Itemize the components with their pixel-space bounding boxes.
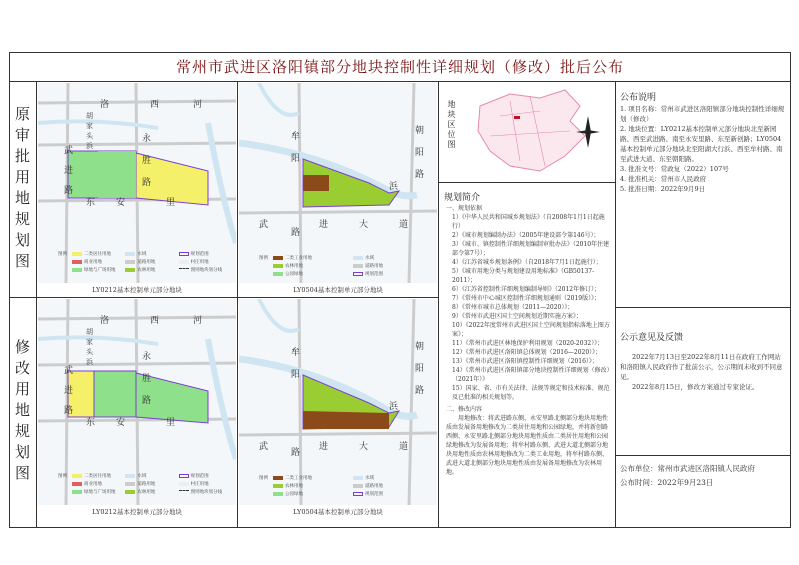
road-label: 阳 — [415, 364, 425, 374]
intro-heading: 一、规划依据 — [446, 205, 483, 212]
road-label: 进 — [64, 386, 74, 396]
location-label: 地块区位图 — [447, 100, 456, 150]
column-divider-right — [615, 82, 616, 528]
road-label: 河 — [193, 100, 203, 110]
road-label: 胡 — [86, 328, 93, 336]
road-label: 武 — [64, 146, 74, 156]
map-caption: LY0504基本控制单元部分地块 — [293, 508, 383, 516]
road-label: 进 — [319, 442, 329, 452]
opinion-title: 公示意见及反馈 — [620, 333, 684, 343]
road-label: 永 — [142, 352, 152, 362]
road-label: 进 — [64, 166, 74, 176]
legend: 图例 二类居住用地 水域 规划范围 商业用地 道路用地 村庄用地 绿地与广场用地 农林用地 图则地块划分线 — [58, 474, 223, 495]
legend: 图例 二类居住用地 水域 规划范围 商业用地 道路用地 村庄用地 绿地与广场用地 农林用地 图则地块划分线 — [58, 252, 223, 273]
road-label: 牟 — [291, 348, 301, 358]
map-caption: LY0504基本控制单元部分地块 — [293, 286, 383, 294]
road-label: 头 — [86, 132, 93, 140]
road-label: 路 — [142, 396, 152, 406]
road-label: 道 — [399, 442, 409, 452]
road-label: 东 — [86, 418, 96, 428]
intro-item: 1）《中华人民共和国城乡规划法》（自2008年1月1日起施行） — [452, 214, 605, 230]
row-label-original: 原审批用地规划图 — [9, 82, 37, 297]
road-label: 武 — [259, 220, 269, 230]
road-label: 里 — [166, 198, 176, 208]
road-label: 浜 — [389, 402, 399, 412]
publisher-block — [620, 462, 786, 490]
notice-title: 公布说明 — [620, 93, 657, 103]
intro-item: 3）《城市、镇控制性详细规划编制审批办法》（2010年住建部令第7号）； — [452, 241, 610, 257]
map-original-ly0504 — [239, 83, 437, 283]
row-label-revised: 修改用地规划图 — [9, 297, 37, 528]
notice-item: 2. 地块位置：LY0212基本控制单元部分地块北至新园路、西至武进路、南至永安里路、东至新创路；LY0504基本控制单元部分地块北至阳湖大行浜、西至牟村路、南至武进大道、东至朝阳路。 — [620, 125, 783, 163]
road-label: 洛 — [100, 316, 110, 326]
road-label: 浜 — [389, 182, 399, 192]
road-label: 河 — [193, 316, 203, 326]
location-divider — [438, 182, 615, 183]
intro-item: 15）国家、省、市有关法律、法规等规定和技术标准、规范及已批准的相关规划等。 — [452, 385, 610, 401]
road-label: 里 — [166, 418, 176, 428]
intro-title: 规划简介 — [444, 193, 481, 203]
road-label: 路 — [64, 186, 74, 196]
road-label: 朝 — [415, 342, 425, 352]
opinion-para: 2022年7月13日至2022年8月11日在政府工作网站和洛阳镇人民政府作了批前公示，公示期间未收到不同意见。 — [620, 353, 783, 381]
road-label: 路 — [415, 386, 425, 396]
publisher-date: 公布时间：2022年9月23日 — [620, 478, 714, 487]
road-label: 大 — [359, 220, 369, 230]
notice-item: 4. 批准机关：常州市人民政府 — [620, 175, 707, 183]
road-label: 西 — [150, 316, 160, 326]
road-label: 阳 — [291, 154, 301, 164]
column-divider-middle — [438, 82, 439, 528]
road-label: 路 — [291, 448, 301, 458]
road-label: 家 — [86, 338, 93, 346]
road-label: 家 — [86, 122, 93, 130]
intro-item: 4）《江苏省城乡规划条例》（自2018年7月1日起施行）； — [452, 259, 602, 266]
notice-body — [620, 104, 786, 194]
opinion-body — [620, 352, 786, 392]
road-label: 朝 — [415, 126, 425, 136]
road-label: 胡 — [86, 112, 93, 120]
publisher-unit: 公布单位：常州市武进区洛阳镇人民政府 — [620, 464, 755, 473]
map-original-ly0212 — [38, 83, 236, 283]
page-title: 常州市武进区洛阳镇部分地块控制性详细规划（修改）批后公布 — [9, 52, 791, 82]
intro-item: 14）《常州市武进区洛阳镇部分地块控制性详细规划（修改）（2021年）》 — [452, 367, 610, 383]
intro-item: 6）《江苏省控制性详细规划编制导则》（2012年修订）； — [452, 286, 601, 293]
notice-divider-2 — [615, 455, 791, 456]
intro-item: 8）《常州市城市总体规划（2011—2020）》； — [452, 304, 574, 311]
notice-item: 5. 批准日期：2022年9月9日 — [620, 185, 706, 193]
intro-item: 9）《常州市武进区国土空间规划近期实施方案》； — [452, 313, 582, 320]
road-label: 路 — [415, 170, 425, 180]
road-label: 东 — [86, 198, 96, 208]
road-label: 洛 — [100, 100, 110, 110]
road-label: 安 — [116, 198, 126, 208]
intro-item: 2）《城市规划编制办法》（2005年建设部令第146号）； — [452, 232, 600, 239]
intro-item: 5）《城市用地分类与规划建设用地标准》（GB50137-2011）； — [452, 268, 595, 284]
road-label: 浜 — [86, 358, 93, 366]
road-label: 进 — [319, 220, 329, 230]
road-label: 牟 — [291, 132, 301, 142]
road-label: 武 — [259, 442, 269, 452]
legend: 图例 二类工业用地 水域 农林用地 道路用地 公园绿地 规划范围 — [259, 476, 383, 497]
map-revised-ly0504 — [239, 299, 437, 505]
intro-content: 用地修改：将武进路东侧、永安里路北侧部分地块用地性质由发展备用地修改为二类居住用地和公园绿地，并将新创路西侧、永安里路北侧部分地块用地性质由二类居住用地和公园绿地修改为发展备用地；将牟村路东侧、武进大道北侧部分地块用地性质由农林用地修改为二类工业用地，将牟村路东侧、武进大道北侧部分地块用地性质由发展备用地修改为农林用地。 — [446, 415, 609, 476]
map-revised-ly0212 — [38, 299, 236, 505]
road-label: 胜 — [142, 374, 152, 384]
road-label: 阳 — [291, 370, 301, 380]
road-label: 阳 — [415, 148, 425, 158]
intro-body — [446, 204, 610, 477]
column-divider-maps — [237, 82, 238, 528]
road-label: 路 — [64, 406, 74, 416]
road-label: 路 — [291, 228, 301, 238]
intro-item: 7）《常州市中心城区控制性详细规划通则（2019版）》； — [452, 295, 601, 302]
intro-item: 11）《常州市武进区林地保护利用规划（2020-2032）》； — [452, 340, 604, 347]
intro-item: 10）《2022年度常州市武进区国土空间规划指标落地上图方案》； — [452, 322, 610, 338]
road-label: 武 — [64, 366, 74, 376]
road-label: 胜 — [142, 156, 152, 166]
road-label: 头 — [86, 348, 93, 356]
intro-heading: 二、修改内容 — [446, 406, 483, 413]
intro-item: 13）《常州市武进区洛阳镇控制性详细规划（2016）》； — [452, 358, 598, 365]
notice-item: 1. 项目名称：常州市武进区洛阳镇部分地块控制性详细规划（修改） — [620, 105, 785, 123]
road-label: 西 — [150, 100, 160, 110]
location-map — [470, 86, 610, 178]
map-caption: LY0212基本控制单元部分地块 — [92, 286, 182, 294]
notice-item: 3. 批准文号：常政复（2022）107号 — [620, 165, 729, 173]
intro-item: 12）《常州市武进区洛阳镇总体规划（2016—2020）》； — [452, 349, 602, 356]
road-label: 道 — [399, 220, 409, 230]
notice-divider-1 — [615, 307, 791, 308]
row-divider — [9, 297, 438, 298]
map-caption: LY0212基本控制单元部分地块 — [92, 508, 182, 516]
road-label: 路 — [142, 178, 152, 188]
road-label: 浜 — [86, 142, 93, 150]
road-label: 大 — [359, 442, 369, 452]
road-label: 永 — [142, 134, 152, 144]
legend: 图例 二类工业用地 水域 农林用地 道路用地 公园绿地 规划范围 — [259, 256, 383, 277]
road-label: 安 — [116, 418, 126, 428]
opinion-para: 2022年8月15日，修改方案通过专家论证。 — [632, 383, 759, 391]
